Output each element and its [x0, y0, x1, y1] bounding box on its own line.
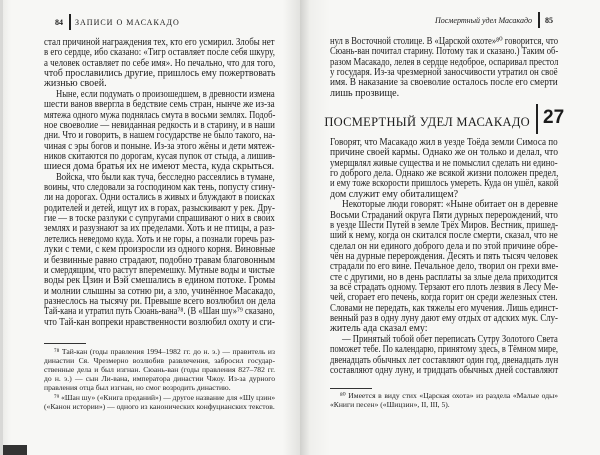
right-page — [300, 0, 600, 455]
text-line: дом служит ему обиталищем? — [330, 188, 459, 200]
text-line: чтоб прославились другие, пришлось ему пожертвовать — [44, 68, 276, 80]
footnote-rule — [330, 388, 372, 389]
text-line: воды рек Цзин и Вэй смешались в едином потоке. Громы — [44, 275, 276, 287]
header-divider — [538, 12, 540, 28]
text-line: имя. В наказание за своеволие осталось после его смерти — [330, 77, 558, 89]
text-line: мятежа одного мужа поднялась смута в восьми землях. Подоб- — [44, 109, 276, 121]
text-line: — Принятый тобой обет переписать Сутру Золотого Света — [342, 333, 558, 345]
page-number: 84 — [55, 18, 63, 27]
text-line: чён на дурные перерождения. Десять и пять тысяч человек — [330, 250, 558, 262]
text-line: Словами не передать, как тяжелы его мучения. Лишь единст- — [330, 302, 559, 314]
text-line: чиная с эры богов и поныне. Из-за этого жёны и дети мятеж- — [44, 140, 275, 152]
text-line: лишь прозвище. — [330, 87, 400, 99]
text-line: а человек оставляет по себе имя». Но печально, что для того, — [44, 57, 276, 69]
text-line: житель ада сказал ему: — [330, 323, 428, 335]
text-line: разом Масакадо, лелея в сердце недоброе, оспаривал престол — [330, 56, 559, 68]
text-line: ников скитаются по дорогам, кусая пупок от стыда, а лишив- — [44, 150, 276, 162]
text-line: умерщвлял живые существа и не помыслил сделать ни едино- — [330, 157, 558, 169]
text-line: и смердящим, что растут вперемешку. Мутные воды и чистые — [44, 264, 275, 276]
text-line: летелись неведомо куда. Хоть и не горы, а познали горечь раз- — [44, 233, 275, 245]
text-line: стал причиной награждения тех, кто его усмирил. Злобы нет — [44, 37, 275, 48]
text-line: что Тай-кан вопреки нравственности возлюбил охоту и сги- — [44, 316, 275, 328]
text-line: Войска, что были как туча, бесследно рассеялись в тумане, — [56, 171, 275, 183]
text-line: воины, что следовали за господином как тень, попусту сгину- — [44, 182, 276, 194]
text-line: Восьми Страданий округа Пяти дурных перерождений, что — [330, 209, 558, 221]
text-line: страдали по его вине. Печальное дело, творил он грехи вме- — [330, 261, 559, 273]
text-line: го доброго дела. Однако же всякой жизни положен предел, — [330, 168, 559, 180]
text-line: и ему тоже вскорости пришлось умереть. Куда он ушёл, какой — [330, 178, 559, 190]
footnote-line: «Книги песен» («Шицзин», II, III, 5). — [330, 400, 450, 410]
text-line: и молнии слышны за сотню ри, а зло, учинённое Масакадо, — [44, 285, 276, 297]
text-line: ное своеволие — невиданная редкость и в старину, и в наши — [44, 119, 275, 131]
text-line: чей, сгорает его печень, когда горит он среди железных стен. — [330, 292, 558, 304]
text-line: Говорят, что Масакадо жил в уезде Тоёда земли Симоса по — [330, 137, 558, 148]
chapter-number: 27 — [543, 107, 565, 128]
running-head: ЗАПИСИ О МАСАКАДО — [75, 18, 180, 27]
page-number: 85 — [545, 16, 553, 25]
text-line: у государя. Из-за чрезмерной заносчивости утратил он своё — [330, 67, 558, 79]
text-line: составляют одну луну, и тридцать обычных дней составляют — [330, 364, 559, 376]
text-line: жизнью своей. — [44, 78, 107, 90]
footnote-line: до н. э.) — сын Ли-вана, императора династии Чжоу. Из-за дурного — [44, 374, 275, 384]
footnote-line: ⁷⁸ Тай-кан (годы правления 1994–1982 гг. до н. э.) — правитель из — [54, 347, 275, 356]
text-line: шести ванов ввергла в бедствие семь стран, нынче же из-за — [44, 99, 275, 111]
footnote-line: ⁸⁰ Имеется в виду стих «Царская охота» из раздела «Малые оды» — [340, 391, 558, 400]
footnote-line: правления отца был изгнан, но смог возродить династию. — [44, 383, 231, 393]
footnote-line: ⁷⁹ «Шан шу» («Книга преданий») — другое название для «Шу цзин» — [54, 392, 276, 402]
text-line: за всё страдать одному. Терзают его плоть лезвия в Лесу Ме- — [330, 282, 559, 294]
footnote-line: ственные дела и был изгнан. Сюань-ван (годы правления 827–782 гг. — [44, 365, 275, 375]
text-line: и безвинные равно страдают, подобно травам благовонным — [44, 254, 276, 266]
header-divider — [69, 14, 71, 30]
footnote-line: династии Ся. Чрезмерно возлюбив развлечения, забросил государ- — [44, 356, 275, 366]
text-line: венный раз в одну луну дают ему отдых от адских мук. Слу- — [330, 313, 558, 325]
text-line: поможет тебе. По календарю, принятому здесь, в Тёмном мире, — [330, 344, 559, 356]
text-line: гие — в тоске разлуки с супругами спрашивают о них в своих — [44, 213, 275, 225]
text-line: ли на дорогах. Одни остались в живых и блуждают в поисках — [44, 192, 275, 204]
page-edge — [3, 445, 27, 455]
text-line: ший к нему, когда он скитался после смерти, сказал, что не — [330, 230, 558, 242]
text-line: в его сердце, ибо сказано: «Тигр оставляет после себя шкуру, — [44, 47, 275, 59]
left-page — [3, 0, 300, 455]
chapter-divider — [536, 104, 538, 134]
text-line: землях и разузнают за их пределами. Хоть и не птицы, а раз- — [44, 223, 275, 235]
footnote-rule — [44, 343, 86, 344]
text-line: причине своей кармы. Однако же он только и делал, что — [330, 147, 558, 159]
footnote-line: («Канон истории») — одного из канонических конфуцианских текстов. — [44, 401, 275, 411]
text-line: родителей и детей, ищут их в горах, разыскивают у рек. Дру- — [44, 202, 275, 214]
text-line: дни. Что и говорить, в нашем государстве не было такого, на- — [44, 130, 276, 142]
text-line: в уезде Шести Путей в земле Трёх Миров. Вестник, пришед- — [330, 219, 559, 231]
text-line: сделал он ни единого доброго дела и по этой причине обре- — [330, 240, 558, 252]
text-line: двенадцать обычных лет составляют один год, двенадцать лун — [330, 354, 559, 366]
text-line: сте с другими, но в день расплаты за злые дела приходится — [330, 271, 558, 283]
text-line: Некоторые люди говорят: «Ныне обитает он в деревне — [342, 199, 558, 211]
text-line: нул в Восточной столице. В «Царской охоте»⁸⁰ говорится, что — [330, 36, 559, 47]
chapter-title: ПОСМЕРТНЫЙ УДЕЛ МАСАКАДО — [324, 115, 530, 129]
running-head: Посмертный удел Масакадо — [434, 16, 532, 25]
text-line: шиеся дома братья их не имеют места, куда скрыться. — [44, 161, 275, 173]
text-line: Тай-кана и утратил путь Сюань-вана⁷⁸. (В «Шан шу»⁷⁹ сказано, — [44, 306, 275, 318]
text-line: Ныне, если подумать о произошедшем, в древности измена — [56, 88, 275, 100]
text-line: Сюань-ван почитал старину. Потому так и сказано.) Таким об- — [330, 46, 559, 58]
text-line: луки с теми, с кем произросли из одного корня. Виновные — [44, 244, 276, 256]
text-line: разнеслось на тысячу ри. Превыше всего возлюбил он дела — [44, 296, 276, 307]
